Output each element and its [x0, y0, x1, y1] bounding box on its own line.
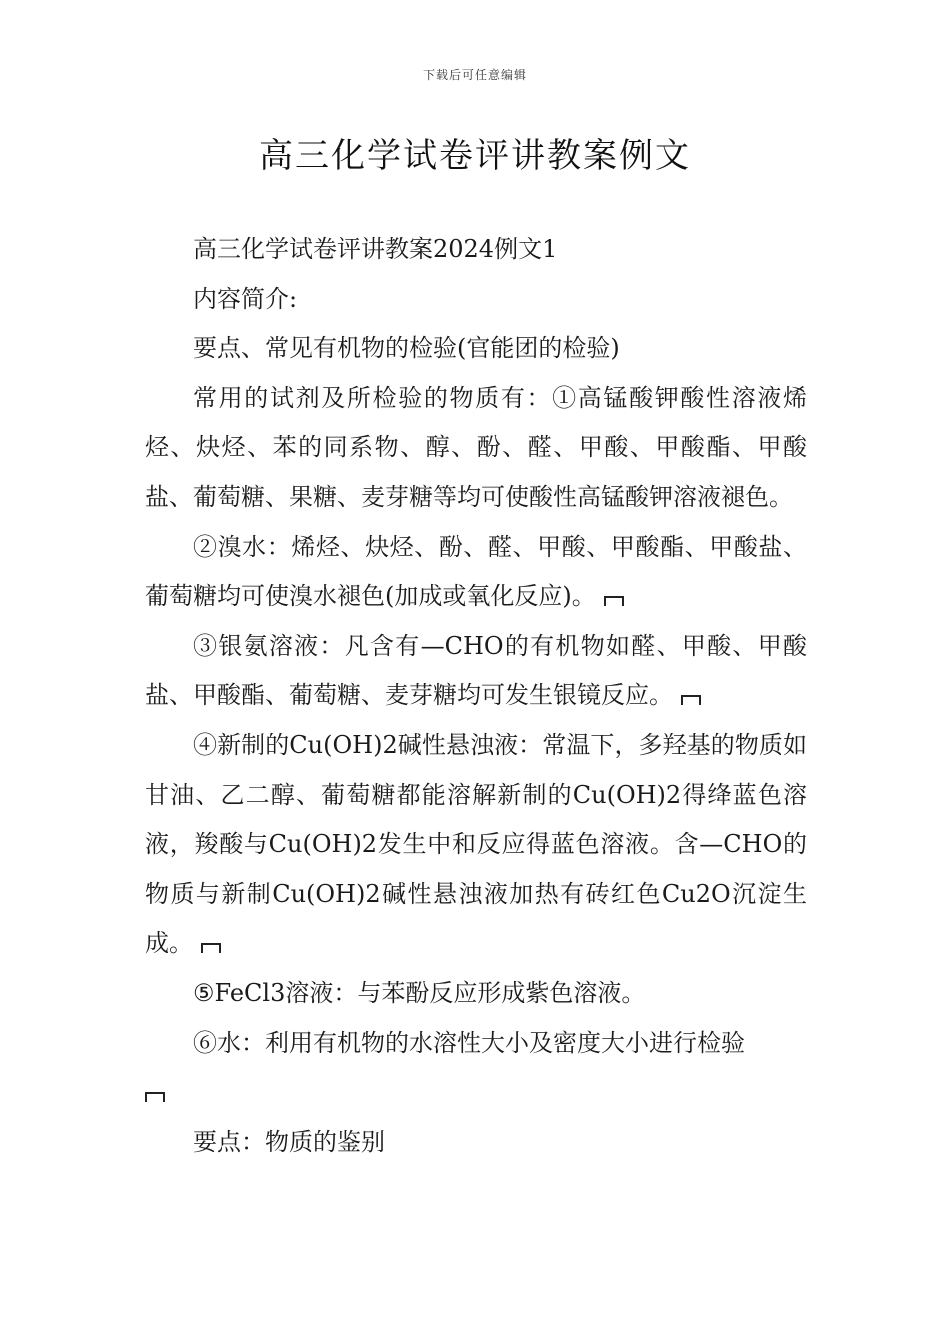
- bracket-mark-icon: [145, 1092, 165, 1102]
- paragraph-key-point-2: 要点：物质的鉴别: [193, 1127, 385, 1156]
- paragraph-reagents: 常用的试剂及所检验的物质有：①高锰酸钾酸性溶液烯烃、炔烃、苯的同系物、醇、酚、醛、甲酸、甲酸酯、甲酸盐、葡萄糖、果糖、麦芽糖等均可使酸性高锰酸钾溶液褪色。: [145, 383, 807, 511]
- paragraph-intro-label: 内容简介:: [193, 284, 298, 313]
- header-note: 下载后可任意编辑: [422, 68, 527, 82]
- paragraph-ferric-chloride: ⑤FeCl3溶液：与苯酚反应形成紫色溶液。: [193, 978, 646, 1007]
- document-title: 高三化学试卷评讲教案例文: [259, 136, 691, 176]
- paragraph-bromine-water-text: ②溴水：烯烃、炔烃、酚、醛、甲酸、甲酸酯、甲酸盐、葡萄糖均可使溴水褪色(加成或氧化反应)。: [145, 532, 807, 611]
- paragraph-silver-ammonia: [145, 622, 807, 721]
- paragraph-subtitle: 高三化学试卷评讲教案2024例文1: [193, 235, 558, 263]
- bracket-mark-line: [145, 1068, 807, 1118]
- paragraph-copper-hydroxide-text: ④新制的Cu(OH)2碱性悬浊液：常温下，多羟基的物质如甘油、乙二醇、葡萄糖都能溶解新制的Cu(OH)2得绛蓝色溶液，羧酸与Cu(OH)2发生中和反应得蓝色溶液。含—CHO的物质与新制Cu(OH)2碱性悬浊液加热有砖红色Cu2O沉淀生成。: [145, 730, 807, 958]
- paragraph-water: ⑥水：利用有机物的水溶性大小及密度大小进行检验: [193, 1028, 745, 1057]
- paragraph-key-point-1: 要点、常见有机物的检验(官能团的检验): [193, 334, 620, 363]
- paragraph-bromine-water: [145, 523, 807, 622]
- bracket-mark-icon: [604, 596, 624, 606]
- bracket-mark-icon: [681, 695, 701, 705]
- paragraph-copper-hydroxide: [145, 721, 807, 969]
- bracket-mark-icon: [201, 943, 221, 953]
- document-body: [145, 225, 807, 1167]
- paragraph-silver-ammonia-text: ③银氨溶液：凡含有—CHO的有机物如醛、甲酸、甲酸盐、甲酸酯、葡萄糖、麦芽糖均可发生银镜反应。: [145, 631, 807, 710]
